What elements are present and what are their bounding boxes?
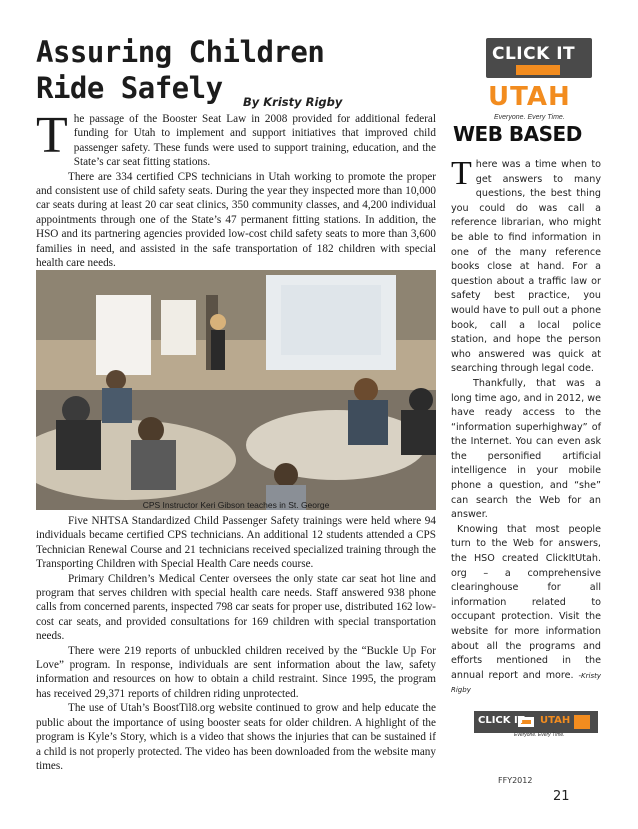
page-number: 21	[553, 789, 570, 804]
sidebar-signature: -Kristy Rigby	[451, 671, 601, 695]
banner-utah-text: UTAH	[540, 715, 571, 726]
banner-click-text: CLICK IT	[478, 715, 525, 726]
logo-top-block	[486, 38, 592, 78]
logo-utah-text: UTAH	[488, 82, 571, 112]
paragraph-1	[36, 107, 436, 170]
article-title: Assuring Children Ride Safely	[36, 35, 325, 105]
drop-cap: T	[36, 107, 68, 164]
sidebar-body	[451, 155, 601, 698]
logo-tagline: Everyone. Every Time.	[494, 114, 565, 121]
sidebar-paragraph-3	[451, 523, 601, 698]
article-intro	[36, 107, 436, 270]
footer-label: FFY2012	[498, 776, 533, 785]
logo-click-text: CLICK IT	[492, 44, 576, 64]
banner-tagline: Everyone. Every Time.	[514, 732, 565, 738]
click-it-utah-logo	[480, 34, 598, 128]
classroom-photo	[36, 270, 436, 510]
byline: By Kristy Rigby	[243, 95, 343, 109]
article-body	[36, 514, 436, 773]
paragraph-3: Five NHTSA Standardized Child Passenger Safety trainings were held where 94 individuals became certified CPS technicians. An additional 12 students attended a CPS Technician Renewal Course and 21 technicians received specialized training through the Transporting Children with Special Health Care needs course.	[36, 515, 436, 571]
paragraph-1-text: he passage of the Booster Seat Law in 2008 provided for additional federal funding for Utah to implement and support initiatives that improved child passenger safety. These funds were used to support training, education, and the State’s car seat fitting stations.	[73, 113, 436, 169]
paragraph-6: The use of Utah’s BoostTil8.org website continued to grow and help educate the public about the importance of using booster seats for older children. A highlight of the program is Kyle’s Story, which is a video that shows the injuries that can be sustained if a child is not properly protected. The video has been downloaded from the website many times.	[36, 702, 436, 772]
sidebar-paragraph-1	[451, 155, 601, 377]
sidebar-heading: WEB BASED	[453, 122, 582, 146]
sidebar-paragraph-2: Thankfully, that was a long time ago, and in 2012, we have ready access to the “information superhighway” of the Internet. You can even ask the personified artificial intelligence in your mobile phone a question, and “she” can search the Web for an answer.	[451, 377, 601, 521]
click-it-utah-banner-logo	[474, 711, 598, 739]
paragraph-5: There were 219 reports of unbuckled children received by the “Buckle Up For Love” program. In response, individuals are sent information about the law, safety information and resources on how to obtain a child restraint. Since 1995, the program has received 29,371 reports of children riding unprotected.	[36, 644, 436, 700]
sidebar-paragraph-1-text: here was a time when to get answers to many questions, the best thing you could do was call a reference librarian, who might be able to find information in one of the many reference books close at hand. For a question about a traffic law or safety best practice, you would have to pull out a phone book, call a local police station, and hope the person who answered was quick at searching through legal code.	[451, 159, 601, 375]
paragraph-4: Primary Children’s Medical Center oversees the only state car seat hot line and program that serves children with special health care needs. Staff answered 938 phone calls from concerned parents, inspected 798 car seats for proper use, distributed 162 low-cost car seats, and provided consultations for 169 children with special transportation needs.	[36, 572, 436, 643]
photo-caption: CPS Instructor Keri Gibson teaches in St. George	[142, 500, 330, 510]
sidebar-paragraph-3-text: Knowing that most people turn to the Web for answers, the HSO created ClickItUtah. org – a comprehensive clearinghouse for all information related to occupant protection. Visit the website for more information about all the programs and efforts mentioned in the annual report and more.	[451, 523, 601, 681]
logo-seatbelt-bar	[516, 65, 560, 75]
sidebar-drop-cap: T	[451, 155, 472, 192]
paragraph-2: There are 334 certified CPS technicians in Utah working to promote the proper and consistent use of child safety seats. During the year they inspected more than 10,000 car seats during at least 20 car seat clinics, 350 community classes, and 4,200 individual appointments through one of the State’s 47 permanent fitting stations. In addition, the HSO and its partnering agencies provided low-cost child safety seats to more than 3,600 families in need, and assisted in the safe transportation of 182 children with special health care needs.	[36, 170, 436, 270]
